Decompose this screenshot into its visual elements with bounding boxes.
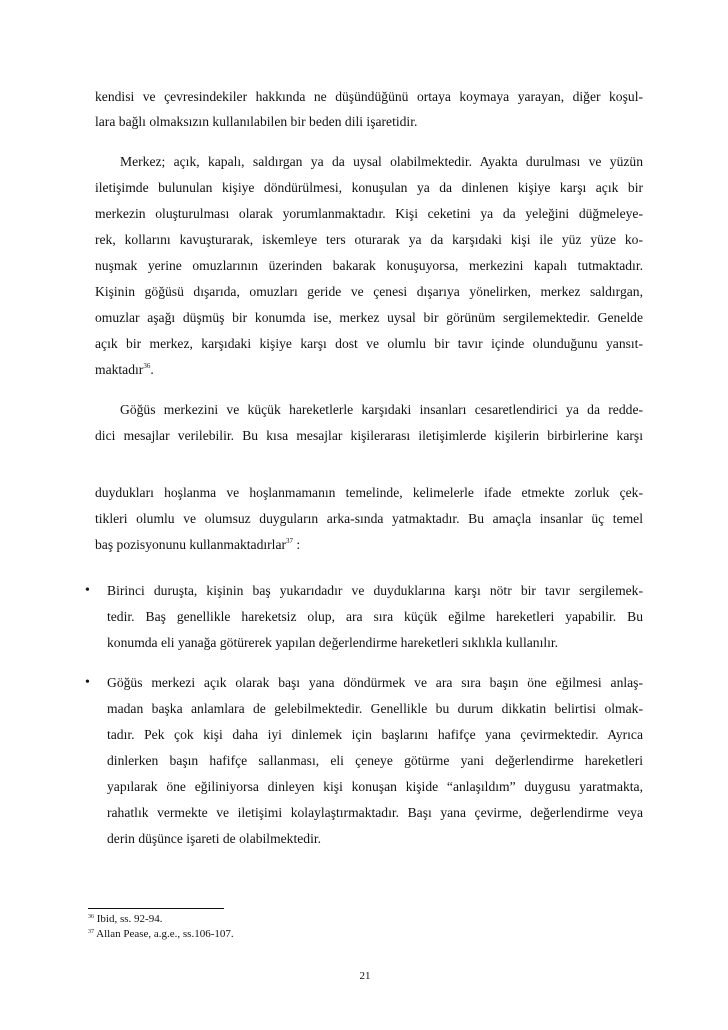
footnote-ref: 37 — [286, 537, 294, 545]
line-end: : — [293, 537, 301, 552]
bullet-text-line: derin düşünce işareti de olabilmektedir. — [107, 831, 322, 846]
bullet-text-line: Birinci duruşta, kişinin baş yukarıdadır ve duyduklarına karşı nötr bir tavır sergilemek- — [107, 583, 643, 598]
body-text-line: tikleri olumlu ve olumsuz duyguların arka-sında yatmaktadır. Bu amaçla insanlar üç temel — [95, 511, 643, 526]
body-text-line: duydukları hoşlanma ve hoşlanmamanın temelinde, kelimelerle ifade etmekte zorluk çek- — [95, 485, 643, 500]
bullet-icon: • — [85, 583, 90, 598]
line-end: . — [150, 362, 154, 377]
bullet-text-line: madan başka anlamlara de gelebilmektedir. Genellikle bu durum dikkatin belirtisi olmak- — [107, 701, 643, 716]
bullet-icon: • — [85, 675, 90, 690]
body-text-line: rek, kollarını kavuşturarak, iskemleye ters oturarak ya da karşıdaki kişi ile yüz yüze ko- — [95, 232, 643, 247]
body-text-line: iletişimde bulunulan kişiye döndürülmesi, konuşulan ya da dinlenen kişiye karşı açık bir — [95, 180, 643, 195]
bullet-text-line: rahatlık vermekte ve iletişimi kolaylaştırmaktadır. Başı yana çevirme, değerlendirme veya — [107, 805, 643, 820]
page-number: 21 — [359, 970, 371, 982]
footnote-text: Ibid, ss. 92-94. — [94, 913, 163, 925]
bullet-text-line: Göğüs merkezi açık olarak başı yana döndürmek ve ara sıra başın öne eğilmesi anlaş- — [107, 675, 643, 690]
line-text: baş pozisyonunu kullanmaktadırlar — [95, 537, 287, 552]
body-text-line: nuşmak yerine omuzlarının üzerinden bakarak konuşuyorsa, merkezini kapalı tutmaktadır. — [95, 258, 643, 273]
body-text-line: Merkez; açık, kapalı, saldırgan ya da uysal olabilmektedir. Ayakta durulması ve yüzün — [120, 154, 643, 169]
body-text-line: Kişinin göğüsü dışarıda, omuzları geride ve çenesi dışarıya yönelirken, merkez saldırgan, — [95, 284, 643, 299]
body-text-line — [95, 536, 643, 554]
bullet-text-line: yapılarak öne eğiliniyorsa dinleyen kişi konuşan kişide “anlaşıldım” duygusu yaratmakta, — [107, 779, 643, 794]
body-text-line: merkezin oluşturulması olarak yorumlanmaktadır. Kişi ceketini ya da yeleğini düğmeleye- — [95, 206, 643, 221]
footnote-separator — [88, 908, 224, 909]
body-text-line: Göğüs merkezini ve küçük hareketlerle karşıdaki insanları cesaretlendirici ya da redde- — [120, 402, 643, 417]
bullet-text-line: tedir. Baş genellikle hareketsiz olup, ara sıra küçük eğilme hareketleri yapabilir. Bu — [107, 609, 643, 624]
footnote — [88, 927, 234, 941]
footnote-number: 36 — [88, 914, 94, 920]
body-text-line: dici mesajlar verilebilir. Bu kısa mesajlar kişilerarası iletişimlerde kişilerin birbirlerine karşı — [95, 428, 643, 443]
footnote-number: 37 — [88, 929, 94, 935]
bullet-text-line: konumda eli yanağa götürerek yapılan değerlendirme hareketleri sıklıkla kullanılır. — [107, 635, 559, 650]
body-text-line: açık bir merkez, karşıdaki kişiye karşı dost ve olumlu bir tavır içinde olunduğunu yansıt- — [95, 336, 643, 351]
body-text-line: omuzlar aşağı düşmüş bir konumda ise, merkez uysal bir görünüm sergilemektedir. Genelde — [95, 310, 643, 325]
footnote-text: Allan Pease, a.g.e., ss.106-107. — [94, 928, 234, 940]
body-text-line: kendisi ve çevresindekiler hakkında ne düşündüğünü ortaya koymaya yarayan, diğer koşul- — [95, 89, 643, 104]
bullet-text-line: dinlerken başın hafifçe sallanması, eli çeneye götürme yani değerlendirme hareketleri — [107, 753, 643, 768]
body-text-line: lara bağlı olmaksızın kullanılabilen bir beden dili işaretidir. — [95, 114, 418, 129]
bullet-text-line: tadır. Pek çok kişi daha iyi dinlemek için başlarını hafifçe yana çevirmektedir. Ayrıca — [107, 727, 643, 742]
body-text-line — [95, 361, 643, 379]
footnote-ref: 36 — [143, 362, 151, 370]
line-text: maktadır — [95, 362, 144, 377]
footnote — [88, 912, 162, 926]
